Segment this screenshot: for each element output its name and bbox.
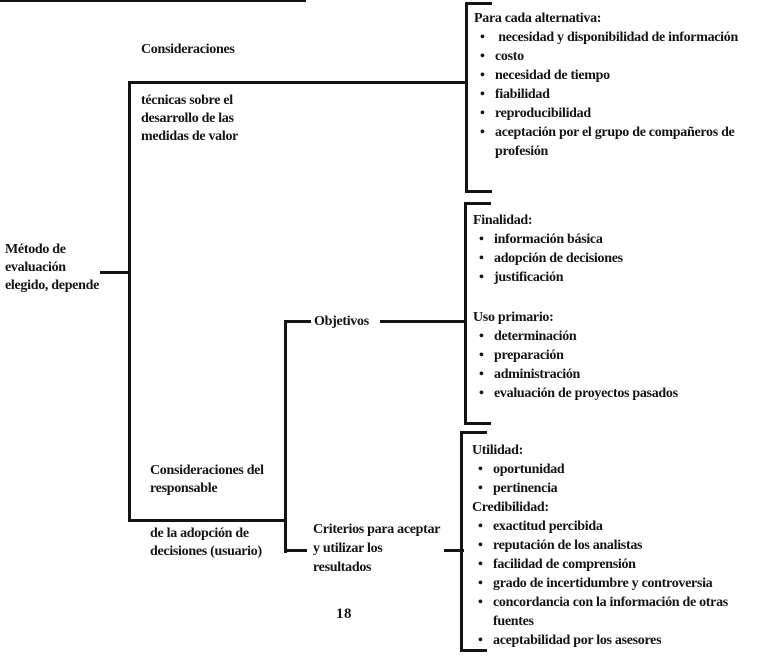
credibilidad-list — [472, 517, 758, 650]
criteria-panel — [472, 441, 758, 650]
decision-maker-label-bottom — [150, 525, 262, 561]
panel-heading: Utilidad: — [472, 443, 523, 458]
objectives-panel — [473, 211, 755, 403]
bullet-item: • fiabilidad — [474, 85, 756, 104]
technical-label-line: medidas de valor — [141, 129, 239, 144]
bullet-item: • adopción de decisiones — [473, 249, 755, 268]
uso-primario-list — [473, 327, 755, 403]
finalidad-list — [473, 230, 755, 287]
root-label-line: elegido, depende — [5, 278, 99, 293]
root-connector-line — [100, 271, 128, 274]
criteria-label-line: Criterios para aceptar — [313, 522, 441, 537]
bullet-item: • necesidad y disponibilidad de información — [474, 28, 756, 47]
trunk-vertical-line — [128, 81, 131, 522]
utilidad-list — [472, 460, 758, 498]
bullet-item: • costo — [474, 47, 756, 66]
root-node-label — [5, 241, 99, 295]
technical-branch-title: Consideraciones — [141, 42, 235, 57]
technical-label-line: técnicas sobre el — [141, 93, 233, 108]
bullet-item: • reputación de los analistas — [472, 536, 758, 555]
bullet-item: • facilidad de comprensión — [472, 555, 758, 574]
bullet-item: • aceptación por el grupo de compañeros de profesión — [474, 123, 756, 161]
criteria-left-connector — [284, 549, 307, 552]
bullet-item: • justificación — [473, 268, 755, 287]
criteria-label-line: y utilizar los — [313, 541, 383, 556]
objectives-right-connector — [380, 320, 465, 323]
bullet-item: • necesidad de tiempo — [474, 66, 756, 85]
page-number: 18 — [336, 606, 352, 622]
bullet-item: • concordancia con la información de otras fuentes — [472, 593, 758, 631]
decision-maker-line: decisiones (usuario) — [150, 544, 262, 559]
bullet-item: • información básica — [473, 230, 755, 249]
panel-heading: Finalidad: — [473, 213, 533, 228]
objectives-node-label: Objetivos — [314, 314, 369, 329]
bullet-item: • evaluación de proyectos pasados — [473, 384, 755, 403]
root-label-line: evaluación — [5, 260, 66, 275]
panel-heading: Uso primario: — [473, 310, 554, 325]
objectives-left-connector — [284, 320, 311, 323]
bullet-item: • pertinencia — [472, 479, 758, 498]
panel-heading: Para cada alternativa: — [474, 11, 602, 26]
secondary-vertical-line — [284, 320, 287, 553]
technical-branch-line — [128, 81, 466, 84]
technical-branch-label — [141, 92, 238, 146]
alternatives-panel — [474, 9, 756, 161]
criteria-node-label — [313, 520, 440, 577]
decision-maker-line: de la adopción de — [150, 526, 249, 541]
panel-heading: Credibilidad: — [472, 500, 549, 515]
root-label-line: Método de — [5, 242, 66, 257]
decision-branch-line — [128, 519, 287, 522]
bullet-item: • preparación — [473, 346, 755, 365]
bullet-item: • exactitud percibida — [472, 517, 758, 536]
bullet-item: • oportunidad — [472, 460, 758, 479]
technical-label-line: desarrollo de las — [141, 111, 234, 126]
page-edge-artifact — [0, 0, 306, 2]
bullet-item: • aceptabilidad por los asesores — [472, 631, 758, 650]
bullet-item: • administración — [473, 365, 755, 384]
bullet-item: • grado de incertidumbre y controversia — [472, 574, 758, 593]
criteria-label-line: resultados — [313, 560, 372, 575]
alternatives-list — [474, 28, 756, 161]
bullet-item: • determinación — [473, 327, 755, 346]
decision-maker-line: responsable — [150, 481, 218, 496]
decision-maker-line: Consideraciones del — [150, 463, 264, 478]
bullet-item: • reproducibilidad — [474, 104, 756, 123]
decision-maker-label-top — [150, 462, 264, 498]
